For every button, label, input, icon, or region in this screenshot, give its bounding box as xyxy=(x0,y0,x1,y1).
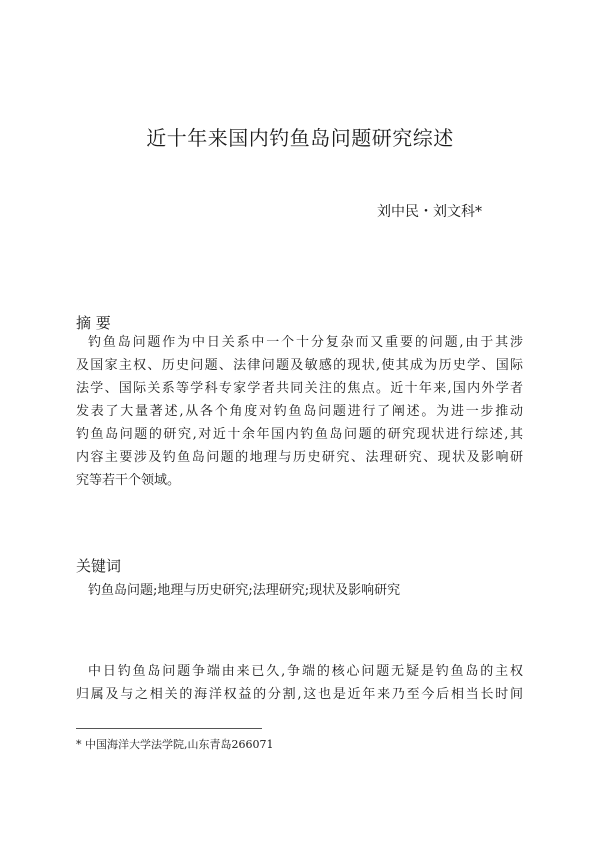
keywords-heading: 关键词 xyxy=(76,557,122,575)
abstract-line: 钓鱼岛问题作为中日关系中一个十分复杂而又重要的问题,由于其涉 xyxy=(88,335,523,350)
abstract-line: 内容主要涉及钓鱼岛问题的地理与历史研究、法理研究、现状及影响研 xyxy=(76,450,523,465)
paper-title: 近十年来国内钓鱼岛问题研究综述 xyxy=(146,126,454,150)
abstract-line: 及国家主权、历史问题、法律问题及敏感的现状,使其成为历史学、国际 xyxy=(76,358,523,373)
footnote-divider xyxy=(76,728,262,729)
footnote: * 中国海洋大学法学院,山东青岛266071 xyxy=(76,738,274,751)
body-line: 归属及与之相关的海洋权益的分割,这也是近年来乃至今后相当长时间 xyxy=(76,687,523,702)
abstract-heading: 摘 要 xyxy=(76,314,111,332)
keywords-text: 钓鱼岛问题;地理与历史研究;法理研究;现状及影响研究 xyxy=(88,583,401,598)
authors: 刘中民・刘文科* xyxy=(377,204,482,220)
abstract-line: 钓鱼岛问题的研究,对近十余年国内钓鱼岛问题的研究现状进行综述,其 xyxy=(76,427,523,442)
abstract-line: 发表了大量著述,从各个角度对钓鱼岛问题进行了阐述。为进一步推动 xyxy=(76,404,523,419)
body-line: 中日钓鱼岛问题争端由来已久,争端的核心问题无疑是钓鱼岛的主权 xyxy=(88,664,523,679)
abstract-line: 法学、国际关系等学科专家学者共同关注的焦点。近十年来,国内外学者 xyxy=(76,381,523,396)
abstract-line: 究等若干个领域。 xyxy=(76,473,181,488)
